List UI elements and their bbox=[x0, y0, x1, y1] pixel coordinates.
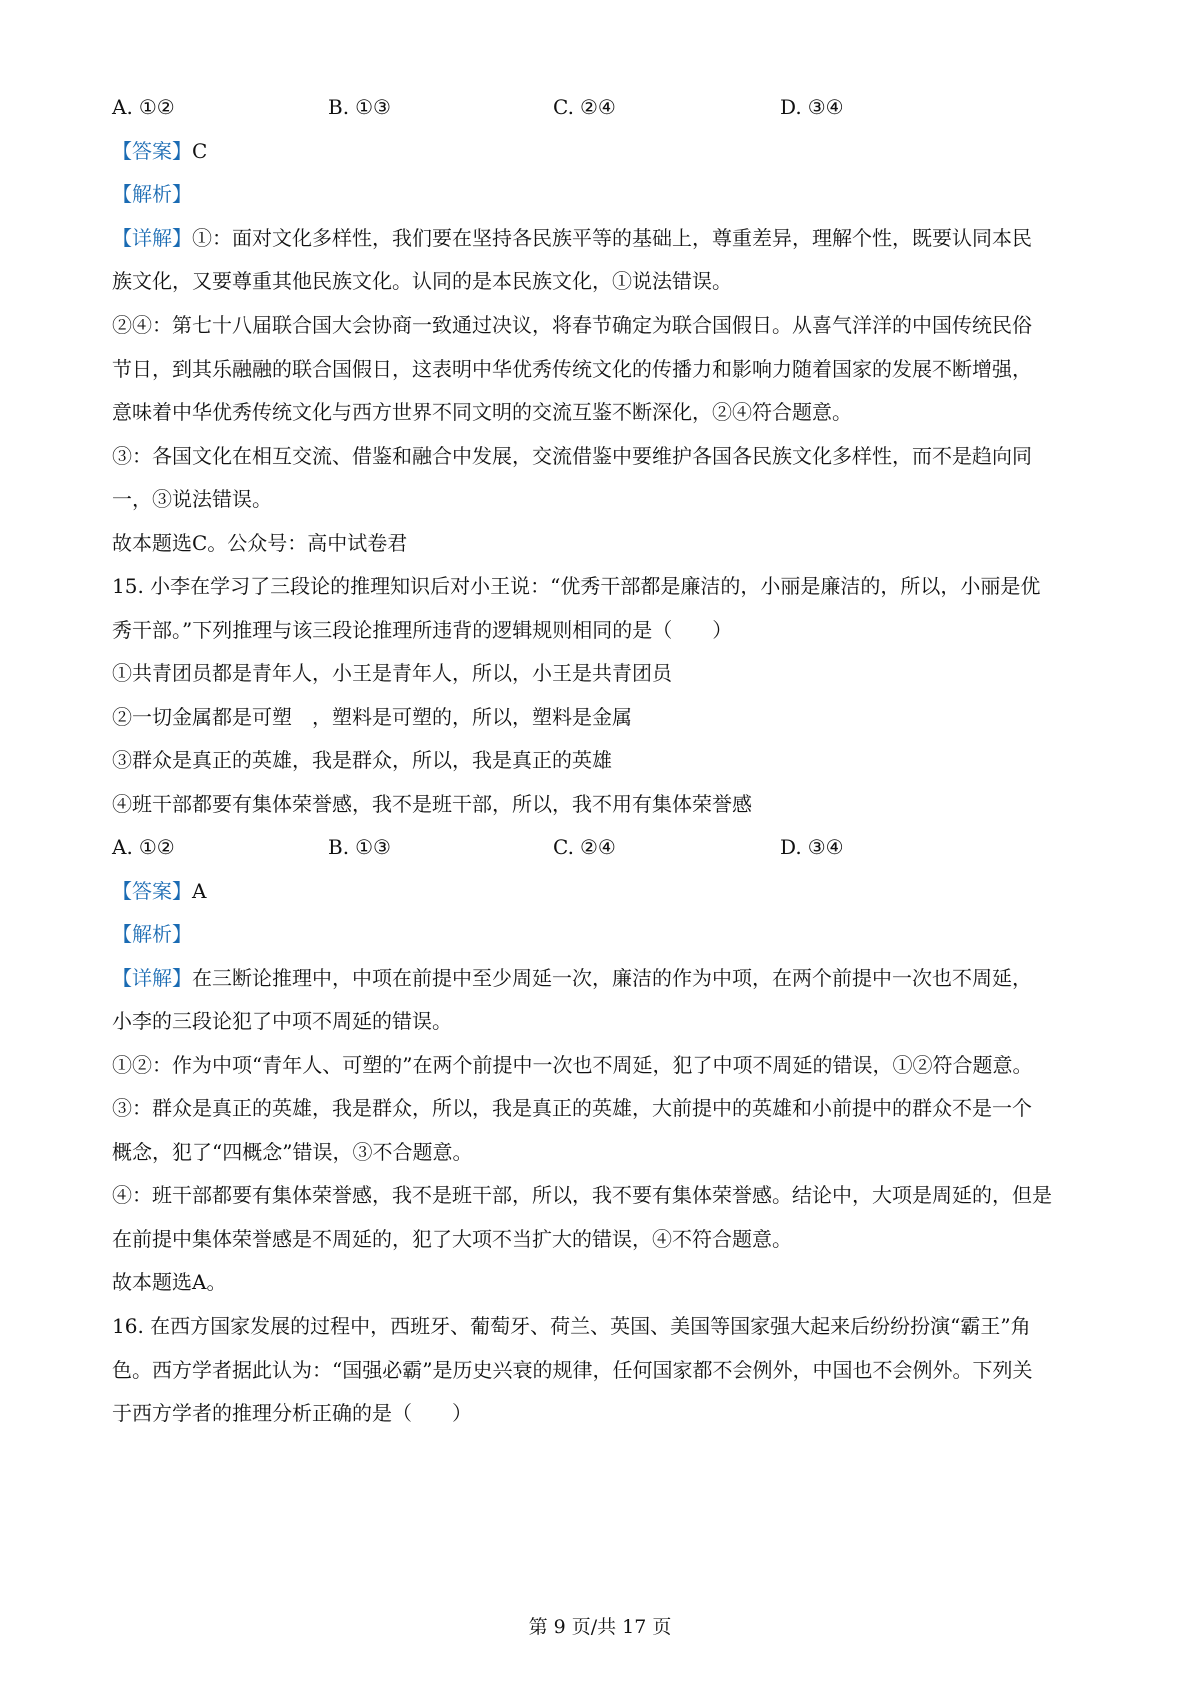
q15-analysis-heading: 【解析】 bbox=[112, 922, 192, 946]
q15-detail-line: ①②：作为中项“青年人、可塑的”在两个前提中一次也不周延，犯了中项不周延的错误，①②符合题意。 bbox=[112, 1053, 1033, 1077]
q15-stem-line: 15. 小李在学习了三段论的推理知识后对小王说：“优秀干部都是廉洁的，小丽是廉洁的，所以，小丽是优 bbox=[112, 574, 1041, 598]
page-number-footer: 第 9 页/共 17 页 bbox=[528, 1616, 672, 1638]
q14-detail-line: 一，③说法错误。 bbox=[112, 487, 272, 511]
q16-stem-line: 16. 在西方国家发展的过程中，西班牙、葡萄牙、荷兰、英国、美国等国家强大起来后纷纷扮演“霸王”角 bbox=[112, 1314, 1031, 1338]
q14-conclusion: 故本题选C。公众号：高中试卷君 bbox=[112, 531, 408, 555]
q15-answer: 【答案】A bbox=[112, 879, 207, 903]
q14-analysis-heading: 【解析】 bbox=[112, 182, 192, 206]
q15-option-a: A. ①② bbox=[112, 835, 175, 859]
q14-option-a: A. ①② bbox=[112, 95, 175, 119]
q16-stem-line: 于西方学者的推理分析正确的是（ ） bbox=[112, 1401, 472, 1425]
q14-detail-line: ③：各国文化在相互交流、借鉴和融合中发展，交流借鉴中要维护各国各民族文化多样性，而不是趋向同 bbox=[112, 444, 1032, 468]
q16-stem-line: 色。西方学者据此认为：“国强必霸”是历史兴衰的规律，任何国家都不会例外，中国也不会例外。下列关 bbox=[112, 1358, 1033, 1382]
q15-option-c: C. ②④ bbox=[553, 835, 616, 859]
q15-detail-line: 概念，犯了“四概念”错误，③不合题意。 bbox=[112, 1140, 473, 1164]
q15-option-d: D. ③④ bbox=[780, 835, 844, 859]
q15-item: ④班干部都要有集体荣誉感，我不是班干部，所以，我不用有集体荣誉感 bbox=[112, 792, 752, 816]
q14-option-b: B. ①③ bbox=[328, 95, 391, 119]
q14-detail-line: 节日，到其乐融融的联合国假日，这表明中华优秀传统文化的传播力和影响力随着国家的发展不断增强， bbox=[112, 357, 1032, 381]
q14-detail-line: 意味着中华优秀传统文化与西方世界不同文明的交流互鉴不断深化，②④符合题意。 bbox=[112, 400, 852, 424]
q15-detail-line: 小李的三段论犯了中项不周延的错误。 bbox=[112, 1009, 452, 1033]
q15-option-b: B. ①③ bbox=[328, 835, 391, 859]
q15-stem-line: 秀干部。”下列推理与该三段论推理所违背的逻辑规则相同的是（ ） bbox=[112, 618, 733, 642]
q14-option-d: D. ③④ bbox=[780, 95, 844, 119]
q14-detail-line: 【详解】①：面对文化多样性，我们要在坚持各民族平等的基础上，尊重差异，理解个性，既要认同本民 bbox=[112, 226, 1032, 250]
q14-detail-line: 族文化，又要尊重其他民族文化。认同的是本民族文化，①说法错误。 bbox=[112, 269, 732, 293]
q14-detail-line: ②④：第七十八届联合国大会协商一致通过决议，将春节确定为联合国假日。从喜气洋洋的中国传统民俗 bbox=[112, 313, 1032, 337]
q14-answer: 【答案】C bbox=[112, 139, 208, 163]
q15-detail-line: ④：班干部都要有集体荣誉感，我不是班干部，所以，我不要有集体荣誉感。结论中，大项是周延的，但是 bbox=[112, 1183, 1052, 1207]
q15-conclusion: 故本题选A。 bbox=[112, 1270, 227, 1294]
q15-item: ①共青团员都是青年人，小王是青年人，所以，小王是共青团员 bbox=[112, 661, 672, 685]
q15-detail-line: ③：群众是真正的英雄，我是群众，所以，我是真正的英雄，大前提中的英雄和小前提中的群众不是一个 bbox=[112, 1096, 1032, 1120]
q15-item: ③群众是真正的英雄，我是群众，所以，我是真正的英雄 bbox=[112, 748, 612, 772]
q14-option-c: C. ②④ bbox=[553, 95, 616, 119]
q15-detail-line: 【详解】在三断论推理中，中项在前提中至少周延一次，廉洁的作为中项，在两个前提中一次也不周延， bbox=[112, 966, 1032, 990]
q15-detail-line: 在前提中集体荣誉感是不周延的，犯了大项不当扩大的错误，④不符合题意。 bbox=[112, 1227, 792, 1251]
q15-item: ②一切金属都是可塑 ，塑料是可塑的，所以，塑料是金属 bbox=[112, 705, 632, 729]
